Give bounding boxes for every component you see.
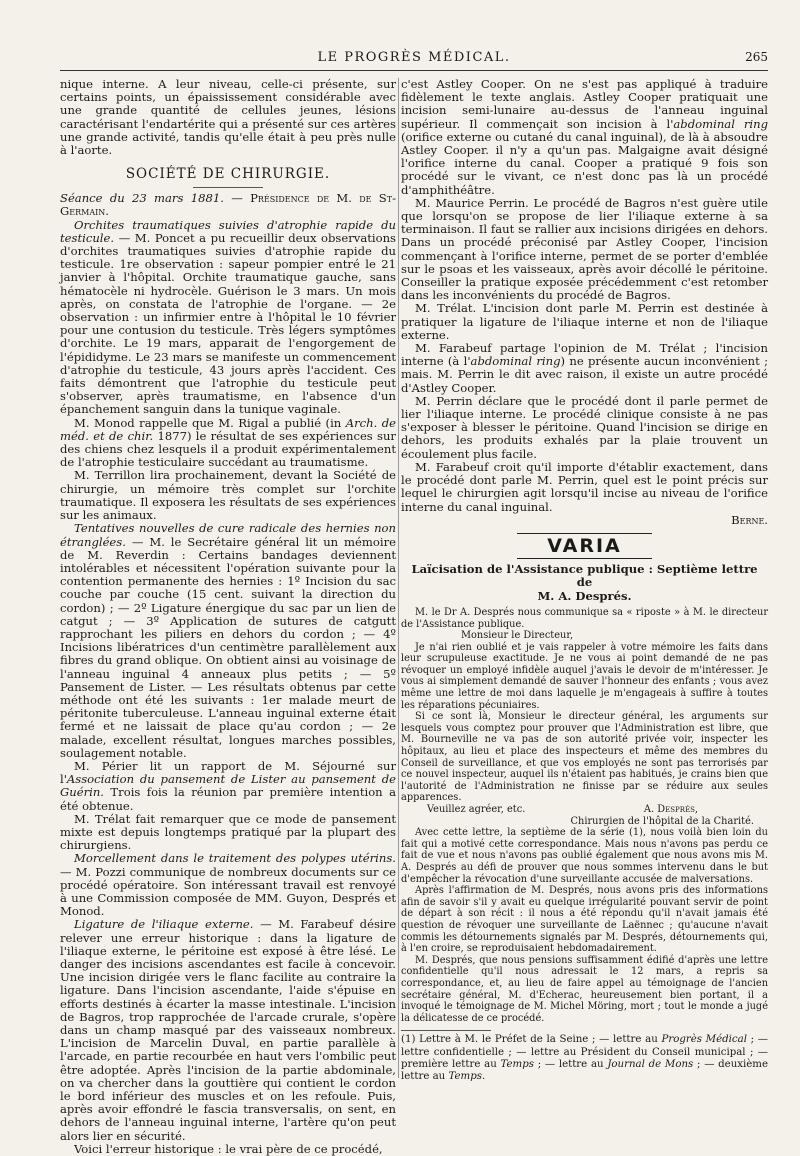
letter-paragraph-2: Si ce sont là, Monsieur le directeur général, les arguments sur lesquels vous comptez pour prouver que l'Administration est libre, que M. Bourneville ne va pas de son autorité privée voir, inspecter les hôpitaux, au lieu et place des inspecteurs et même des membres du Conseil de surveillance, et que vos employés ne sont pas terrorisés par ce nouvel inspecteur, auquel ils n'étaient pas habitués, je crains bien que l'autorité de l'Administration ne finisse par se réduire aux seules apparences. [401,711,768,804]
footnote-italic-1: Progrès Médical [661,1034,747,1046]
footnote-part-a: (1) Lettre à M. le Préfet de la Seine ; — lettre au [401,1034,662,1046]
orchites-paragraph [60,219,396,417]
voici-paragraph: Voici l'erreur historique : le vrai père de ce procédé, [74,1141,383,1156]
footnote-rule [401,1030,491,1031]
society-heading: SOCIÉTÉ DE CHIRURGIE. [125,166,331,183]
ligature-text: — M. Farabeuf désire relever une erreur historique : dans la ligature de l'iliaque externe, le péritoine est exposé à être lésé. Le danger des incisions ascendantes est facile à concevoir. Une incision dirigée vers le flanc facilite au contraire la ligature. Dans l'incision ascendante, l'aide s'épuise en efforts destinés à écarter la masse intestinale. L'incision de Bagros, trop rapprochée de l'arcade crurale, s'opère dans un champ masqué par des vaisseaux nombreux. L'incision de Marcelin Duval, en partie parallèle à l'arcade, en partie recourbée en haut vers l'ombilic peut être adoptée. Après l'incision de la partie abdominale, on va chercher dans la gouttière qui contient le cordon le bord inférieur des muscles et on les refoule. Puis, après avoir effondré le fascia transversalis, on sent, en dehors de l'anneau inguinal interne, l'artère qu'on peut alors lier en sécurité. [60,917,396,1143]
farabeuf-paragraph-3: M. Farabeuf croit qu'il importe d'établir exactement, dans le procédé dont parle M. Perrin, quel est le point précis sur lequel le chirurgien agit lorsqu'il incise au niveau de l'orifice interne du canal inguinal. [401,459,768,514]
letter-signer: A. Després, [643,804,698,816]
monod-text-a: M. Monod rappelle que M. Rigal a publié (in [74,415,346,430]
ligature-paragraph [60,918,396,1142]
orchites-text: — M. Poncet a pu recueillir deux observations d'orchites traumatiques suivies d'atrophie rapide du testicule. 1re observation : sapeur pompier entré le 21 janvier à l'hôpital. Orchite traumatique gauche, sans hématocèle ni hydrocèle. Guérison le 3 mars. Un mois après, on constata de l'atrophie de l'organe. — 2e observation : un infirmier entre à l'hôpital le 10 février pour une contusion du testicule. Très légers symptômes d'orchite. Le 19 mars, apparait de l'engorgement de l'épididyme. Le 23 mars se manifeste un commencement d'atrophie du testicule, 43 jours après l'accident. Ces faits démontrent que l'atrophie du testicule peut s'observer, après traumatisme, en l'absence d'un épanchement sanguin dans la tunique vaginale. [60,230,396,417]
perier-paragraph [60,760,396,813]
page-number: 265 [745,50,768,64]
seance-date: Séance du 23 mars 1881. [60,191,224,206]
author-signature: Berne. [731,512,768,527]
trelat-paragraph-2: M. Trélat. L'incision dont parle M. Perrin est destinée à pratiquer la ligature de l'iliaque interne et non de l'iliaque externe. [401,301,768,342]
footnote-italic-2: Temps [500,1058,534,1070]
seance-line [60,192,396,218]
farabeuf-text-a: M. Farabeuf partage l'opinion de M. Trélat ; l'incision interne (à l' [401,341,768,369]
monod-citation: Arch. de méd. et de chir. [60,415,396,443]
cooper-paragraph [401,78,768,197]
seance-presidence: — Présidence de M. de St-Germain. [60,191,396,219]
letter-salutation: Monsieur le Directeur, [461,630,574,642]
intro-paragraph: nique interne. A leur niveau, celle-ci présente, sur certains points, un épaississement considérable avec une grande quantité de cellules jeunes, lésions caractérisant l'endartérite qui a présenté sur ces artères une grande activité, tandis qu'elle était à peu près nulle à l'aorte. [60,77,396,158]
letter-close: Veuillez agréer, etc. [427,804,526,816]
after-paragraph-1: Avec cette lettre, la septième de la série (1), nous voilà bien loin du fait qui a motivé cette correspondance. Mais nous n'avons pas perdu ce fait de vue et nous n'avons pas oublié également que nous avons mis M. A. Després au défi de prouver que nous sommes intervenu dans le but d'empêcher la révocation d'une surveillante accusée de malversations. [401,827,768,885]
morcellement-text: — M. Pozzi communique de nombreux documents sur ce procédé opératoire. Son intéressant travail est renvoyé à une Commission composée de MM. Guyon, Després et Monod. [60,864,396,919]
tentatives-text: — M. le Secrétaire général lit un mémoire de M. Reverdin : Certains bandages deviennent intolérables et nécessitent l'opération suivante pour la contention permanente des hernies : 1º Incision du sac couche par couche (15 cent. suivant la direction du cordon) ; — 2º Ligature énergique du sac par un lien de catgut ; — 3º Application de sutures de catgutt rapprochant les piliers en dehors du cordon ; — 4º Incisions libératrices d'un centimètre parallèlement aux fibres du grand oblique. On obtient ainsi au voisinage de l'anneau inguinal 4 anneaux plus petits ; — 5º Pansement de Lister. — Les résultats obtenus par cette méthode ont été les suivants : 1er malade meurt de péritonite tuberculeuse. L'anneau inguinal externe était fermé et ne laissait de place qu'au cordon ; — 2e malade, excellent résultat, longues marches possibles, soulagement notable. [60,534,396,760]
cooper-text-a: c'est Astley Cooper. On ne s'est pas appliqué à traduire fidèlement le texte anglais. Astley Cooper pratiquait une incision semi-lunaire au-dessus de l'anneau inguinal supérieur. Il commençait son incision à l' [401,77,768,131]
footnote-part-b: ; — lettre confidentielle ; — lettre au Président du Conseil municipal ; — première lettre au [401,1034,768,1070]
article-title-line-2: M. A. Després. [537,588,632,603]
letter-signoff [401,804,768,816]
article-title-line-1: Laïcisation de l'Assistance publique : Septième lettre de [411,561,758,590]
cooper-text-b: (orifice externe ou cutané du canal inguinal), de là à absoudre Astley Cooper. il n'y a qu'un pas. Malgaigne avait désigné l'orifice interne du canal. Cooper a pratiqué 9 fois son procédé sur le vivant, ce n'est donc pas là un procédé d'amphithéâtre. [401,129,768,197]
article-title [405,563,764,603]
perrin-paragraph-1: M. Maurice Perrin. Le procédé de Bagros n'est guère utile que lorsqu'on se propose de lier l'iliaque externe à sa terminaison. Il faut se rallier aux incisions dirigées en dehors. Dans un procédé préconisé par Astley Cooper, l'incision commençant à l'orifice interne, permet de se porter d'emblée sur le psoas et les vaisseaux, après avoir décollé le péritoine. Conseiller la pratique exposée précédemment c'est retomber dans les inconvénients du procédé de Bagros. [401,195,768,303]
after-paragraph-2: Après l'affirmation de M. Després, nous avons pris des informations afin de savoir s'il y avait eu quelque irrégularité pouvant servir de point de départ à son récit : il nous a été répondu qu'il n'avait jamais été question de révoquer une surveillante de Laënnec ; qu'aucune n'avait commis les détournements signalés par M. Després, détournements qui, à l'en croire, se reproduisaient hebdomadairement. [401,885,768,955]
column-divider [398,78,399,1078]
farabeuf-italic: abdominal ring [470,354,561,369]
varia-heading: VARIA [517,533,652,559]
letter-paragraph-1: Je n'ai rien oublié et je vais rappeler à votre mémoire les faits dans leur scrupuleuse exactitude. Je ne vous ai point demandé de ne pas révoquer un employé infidèle auquel j'avais le devoir de m'intéresser. Je vous ai simplement demandé de sauver l'honneur des enfants ; vous avez même une lettre de moi dans laquelle je m'engageais à suffire à toutes les réparations pécuniaires. [401,641,768,711]
trelat-paragraph: M. Trélat fait remarquer que ce mode de pansement mixte est depuis longtemps pratiqué par la plupart des chirurgiens. [60,811,396,853]
after-paragraph-3: M. Després, que nous pensions suffisamment édifié d'après une lettre confidentielle qu'il nous adressait le 12 mars, a repris sa correspondance, et, au lieu de faire appel au témoignage de l'ancien secrétaire général, M. d'Echerac, heureusement bien portant, il a invoqué le témoignage de M. Michel Möring, mort ; tout le monde a jugé la délicatesse de ce procédé. [401,954,768,1024]
journal-title: LE PROGRÈS MÉDICAL. [317,50,511,65]
perier-title: Association du pansement de Lister au pansement de Guérin. [60,772,396,800]
morcellement-paragraph [60,852,396,918]
tentatives-paragraph [60,522,396,760]
footnote [401,1034,768,1083]
monod-paragraph [60,417,396,470]
footnote-italic-3: Journal de Mons [607,1058,694,1070]
farabeuf-text-b: ) ne présente aucun inconvénient ; mais. M. Perrin le dit avec raison, il existe un autre procédé d'Astley Cooper. [401,354,768,395]
ligature-title: Ligature de l'iliaque externe. [74,917,254,932]
heading-divider [193,187,263,188]
footnote-part-e: . [481,1070,486,1082]
footnote-italic-4: Temps [448,1070,482,1082]
orchites-title: Orchites traumatiques suivies d'atrophie rapide du testicule. [60,217,396,245]
left-column [60,77,396,1156]
right-column [401,78,768,1088]
monod-text-b: 1877) le résultat de ses expériences sur des chiens chez lesquels il a produit expérimentalement de l'atrophie testiculaire succédant au traumatisme. [60,428,396,470]
perier-text-a: M. Périer lit un rapport de M. Séjourné sur l' [60,758,396,787]
perrin-paragraph-2: M. Perrin déclare que le procédé dont il parle permet de lier l'iliaque interne. Le procédé clinique consiste à ne pas s'exposer à blesser le péritoine. Quand l'incision se dirige en dehors, les produits exhalés par la plaie trouvent un écoulement plus facile. [401,393,768,461]
terrillon-paragraph: M. Terrillon lira prochainement, devant la Société de chirurgie, un mémoire très complet sur l'orchite traumatique. Il exposera les résultats de ses expériences sur les animaux. [60,468,396,523]
farabeuf-paragraph-2 [401,342,768,395]
tentatives-title: Tentatives nouvelles de cure radicale des hernies non étranglées. [60,521,396,549]
article-intro: M. le Dr A. Després nous communique sa « riposte » à M. le directeur de l'Assistance publique. [401,606,768,630]
morcellement-title: Morcellement dans le traitement des polypes utérins. [74,851,396,866]
header-rule [60,70,768,71]
varia-heading-wrap [401,533,768,559]
letter-role: Chirurgien de l'hôpital de la Charité. [570,815,754,827]
footnote-part-c: ; — lettre au [533,1058,608,1070]
page-header [60,48,768,70]
footnote-part-d: ; — deuxième lettre au [401,1058,768,1082]
perier-text-b: Trois fois la réunion par première intention a été obtenue. [60,785,396,813]
cooper-italic: abdominal ring [673,116,768,131]
